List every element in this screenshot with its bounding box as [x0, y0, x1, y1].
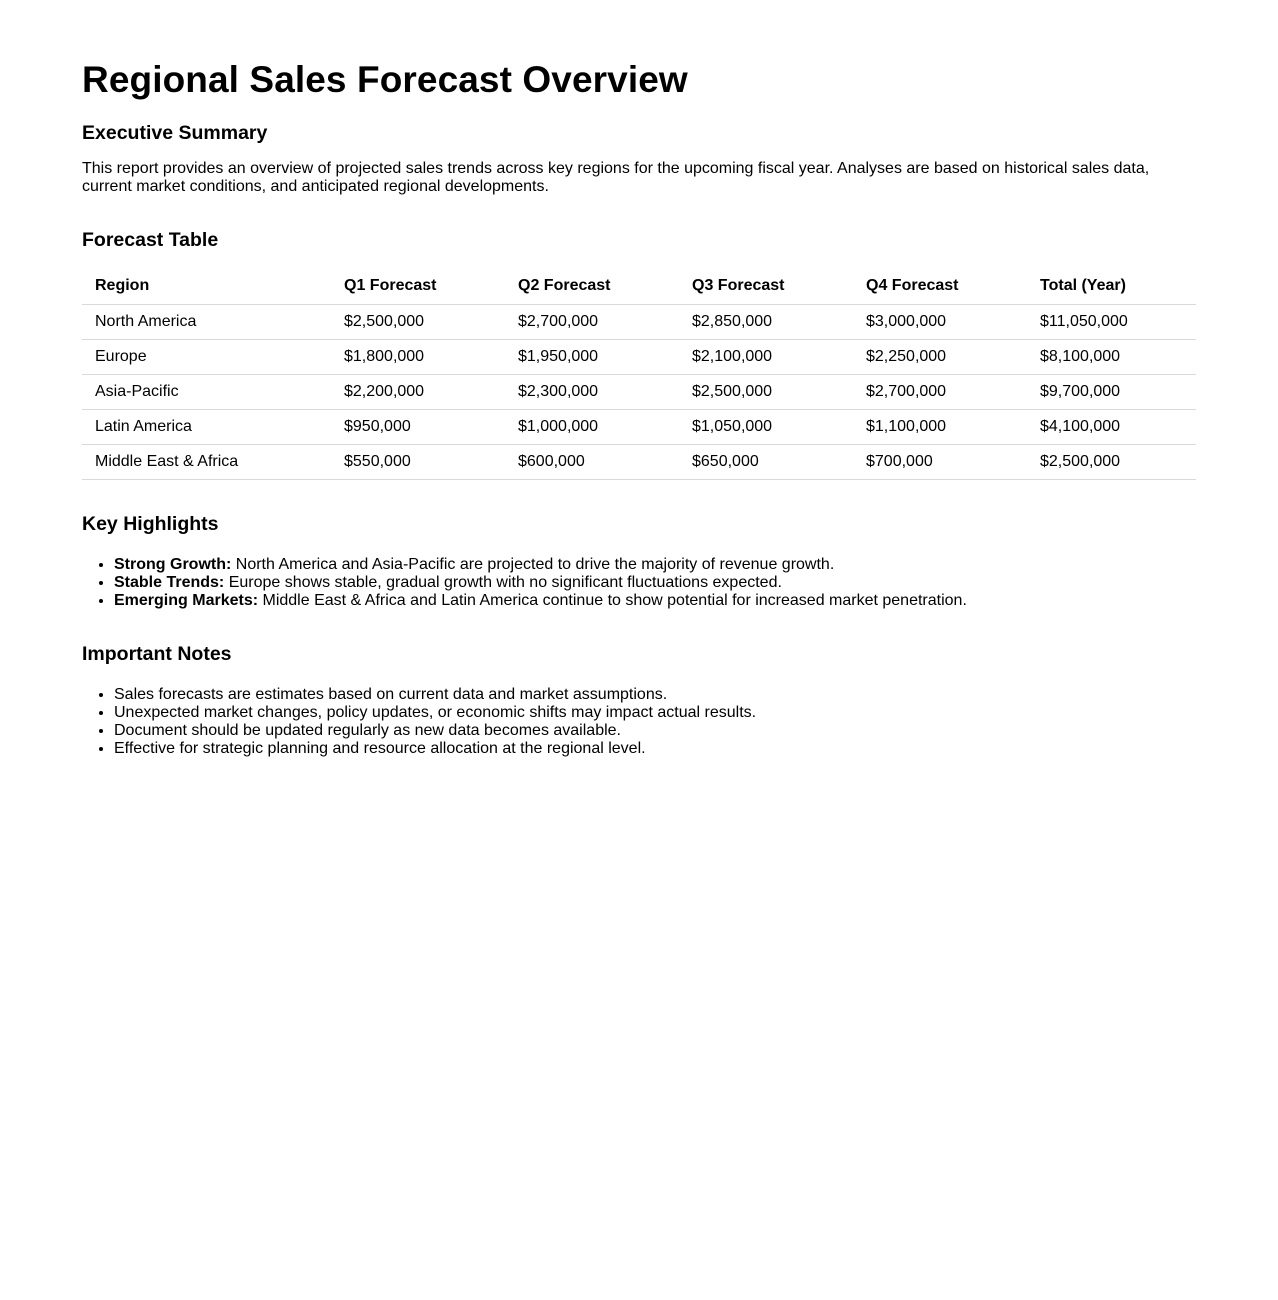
list-item: • Document should be updated regularly as new data becomes available.: [114, 722, 1196, 740]
cell-q3: $2,100,000: [679, 340, 853, 375]
list-item: [114, 574, 1196, 592]
highlight-text: North America and Asia-Pacific are projected to drive the majority of revenue growth.: [231, 556, 835, 573]
column-header-region: Region: [82, 268, 331, 305]
highlight-label: Strong Growth:: [114, 556, 232, 573]
column-header-q1: Q1 Forecast: [331, 268, 505, 305]
cell-q2: $1,000,000: [505, 410, 679, 445]
table-row: [82, 445, 1196, 480]
cell-q1: $2,200,000: [331, 375, 505, 410]
page-title: Regional Sales Forecast Overview: [82, 59, 688, 100]
table-row: [82, 375, 1196, 410]
table-row: [82, 340, 1196, 375]
cell-total: $2,500,000: [1027, 445, 1196, 480]
list-item: [114, 592, 1196, 610]
highlight-label: Stable Trends:: [114, 574, 225, 591]
cell-q3: $1,050,000: [679, 410, 853, 445]
column-header-q2: Q2 Forecast: [505, 268, 679, 305]
executive-summary-text: This report provides an overview of projected sales trends across key regions for the upcoming fiscal year. Analyses are based on historical sales data, current market conditions, and anticipated regional developments.: [82, 160, 1150, 195]
cell-total: $4,100,000: [1027, 410, 1196, 445]
cell-q1: $1,800,000: [331, 340, 505, 375]
column-header-q3: Q3 Forecast: [679, 268, 853, 305]
cell-q1: $2,500,000: [331, 305, 505, 340]
highlight-text: Middle East & Africa and Latin America continue to show potential for increased market penetration.: [258, 592, 967, 609]
cell-q2: $2,300,000: [505, 375, 679, 410]
list-item: • Unexpected market changes, policy updates, or economic shifts may impact actual results.: [114, 704, 1196, 722]
cell-region: Europe: [82, 340, 331, 375]
cell-q4: $3,000,000: [853, 305, 1027, 340]
cell-q2: $600,000: [505, 445, 679, 480]
cell-total: $11,050,000: [1027, 305, 1196, 340]
cell-q1: $550,000: [331, 445, 505, 480]
cell-q1: $950,000: [331, 410, 505, 445]
cell-region: North America: [82, 305, 331, 340]
cell-q3: $2,850,000: [679, 305, 853, 340]
table-header-row: [82, 268, 1196, 305]
highlight-label: Emerging Markets:: [114, 592, 259, 609]
cell-region: Latin America: [82, 410, 331, 445]
key-highlights-list: [82, 556, 1196, 610]
highlight-text: Europe shows stable, gradual growth with no significant fluctuations expected.: [224, 574, 782, 591]
executive-summary-heading: Executive Summary: [82, 122, 268, 144]
important-notes-heading: Important Notes: [82, 643, 232, 665]
cell-region: Asia-Pacific: [82, 375, 331, 410]
list-item: • Effective for strategic planning and resource allocation at the regional level.: [114, 740, 1196, 758]
important-notes-list: [82, 686, 1196, 758]
cell-q2: $1,950,000: [505, 340, 679, 375]
cell-q4: $700,000: [853, 445, 1027, 480]
table-row: [82, 305, 1196, 340]
cell-q2: $2,700,000: [505, 305, 679, 340]
cell-q3: $650,000: [679, 445, 853, 480]
cell-q4: $1,100,000: [853, 410, 1027, 445]
cell-q4: $2,250,000: [853, 340, 1027, 375]
forecast-table: [82, 268, 1196, 480]
cell-region: Middle East & Africa: [82, 445, 331, 480]
forecast-table-heading: Forecast Table: [82, 229, 219, 251]
key-highlights-heading: Key Highlights: [82, 513, 219, 535]
column-header-q4: Q4 Forecast: [853, 268, 1027, 305]
list-item: • Sales forecasts are estimates based on current data and market assumptions.: [114, 686, 1196, 704]
cell-q4: $2,700,000: [853, 375, 1027, 410]
cell-q3: $2,500,000: [679, 375, 853, 410]
list-item: [114, 556, 1196, 574]
cell-total: $9,700,000: [1027, 375, 1196, 410]
cell-total: $8,100,000: [1027, 340, 1196, 375]
table-row: [82, 410, 1196, 445]
column-header-total: Total (Year): [1027, 268, 1196, 305]
